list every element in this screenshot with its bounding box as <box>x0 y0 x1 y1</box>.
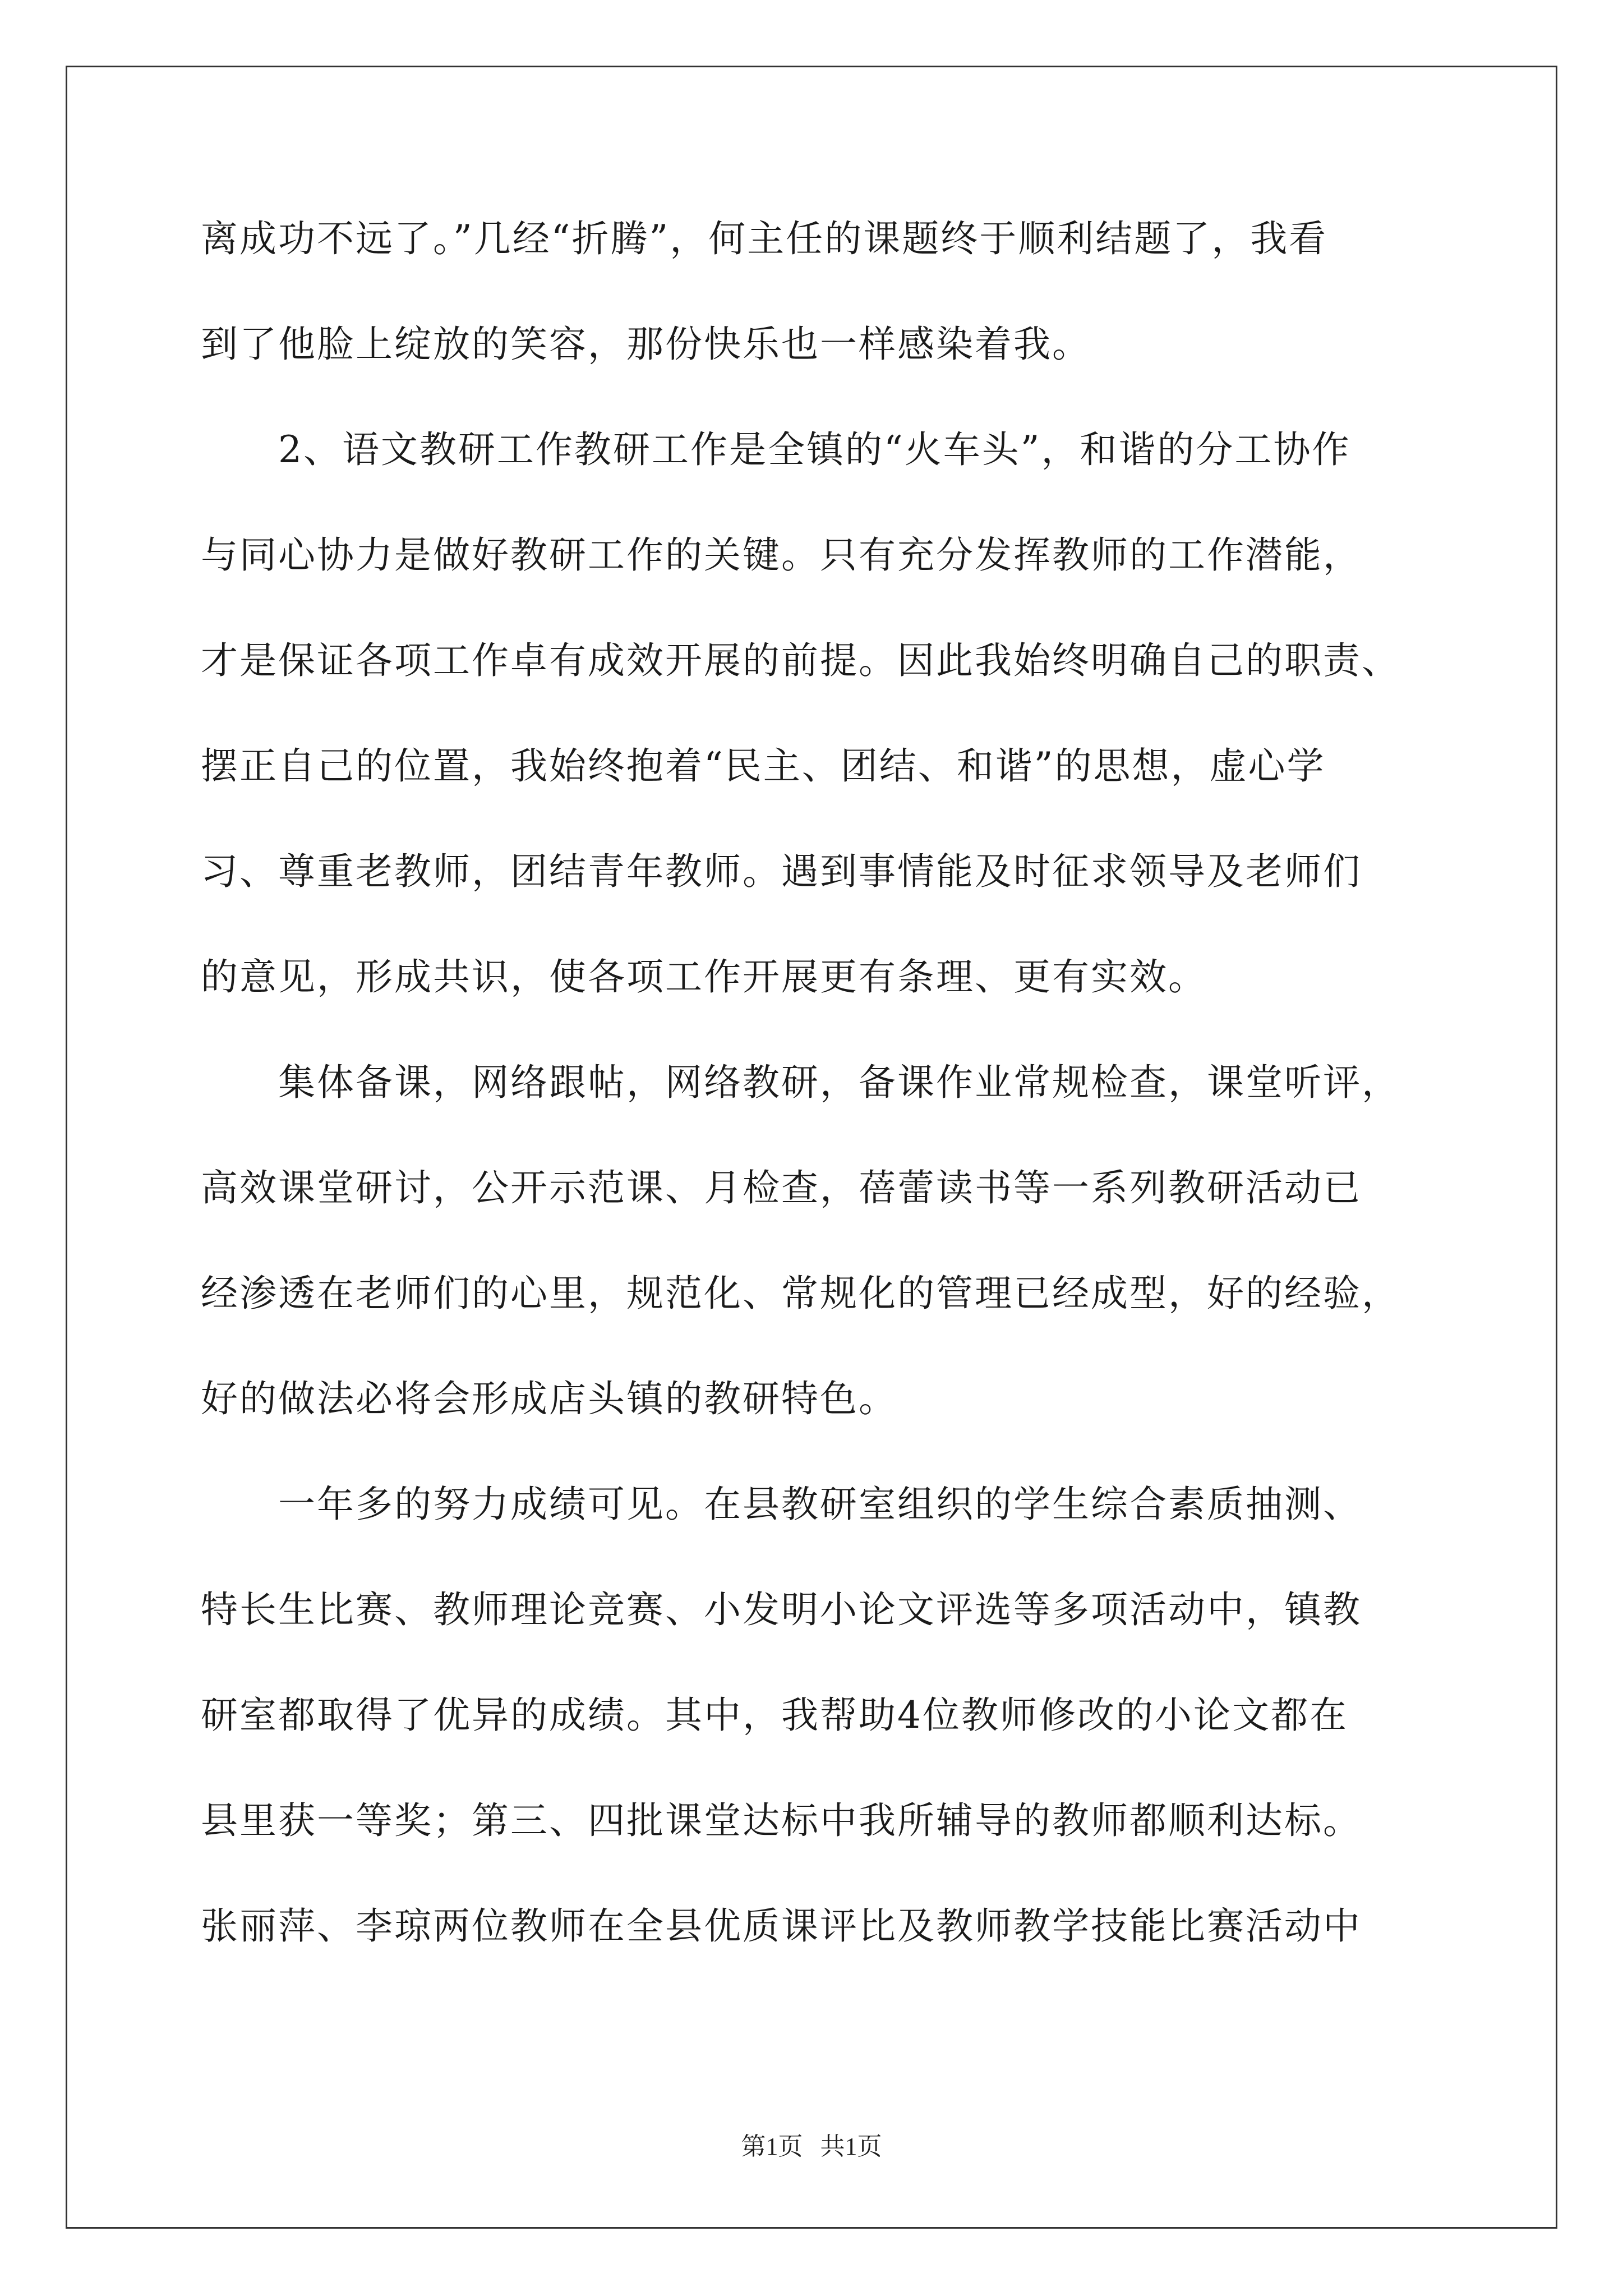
text-line: 摆正自己的位置，我始终抱着“民主、团结、和谐”的思想，虚心学 <box>201 744 1326 788</box>
page-number-total: 共1页 <box>820 2133 882 2160</box>
text-line: 才是保证各项工作卓有成效开展的前提。因此我始终明确自己的职责、 <box>201 639 1400 682</box>
text-line: 高效课堂研讨，公开示范课、月检查，蓓蕾读书等一系列教研活动已 <box>201 1166 1362 1209</box>
page-number-current: 第1页 <box>741 2133 803 2160</box>
document-body <box>201 219 1435 2012</box>
text-line: 县里获一等奖；第三、四批课堂达标中我所辅导的教师都顺利达标。 <box>201 1799 1362 1842</box>
text-line: 张丽萍、李琼两位教师在全县优质课评比及教师教学技能比赛活动中 <box>201 1904 1362 1948</box>
text-line: 特长生比赛、教师理论竞赛、小发明小论文评选等多项活动中，镇教 <box>201 1588 1362 1631</box>
text-line: 到了他脸上绽放的笑容，那份快乐也一样感染着我。 <box>201 323 1091 366</box>
text-line: 与同心协力是做好教研工作的关键。只有充分发挥教师的工作潜能， <box>201 533 1362 577</box>
text-line: 好的做法必将会形成店头镇的教研特色。 <box>201 1377 897 1420</box>
text-line: 离成功不远了。”几经“折腾”，何主任的课题终于顺利结题了，我看 <box>201 217 1328 260</box>
text-line: 习、尊重老教师，团结青年教师。遇到事情能及时征求领导及老师们 <box>201 850 1362 893</box>
text-line: 的意见，形成共识，使各项工作开展更有条理、更有实效。 <box>201 955 1207 999</box>
page-footer <box>0 2126 1623 2162</box>
text-line: 研室都取得了优异的成绩。其中，我帮助4位教师修改的小论文都在 <box>201 1694 1348 1737</box>
text-line: 集体备课，网络跟帖，网络教研，备课作业常规检查，课堂听评， <box>201 1061 1400 1104</box>
text-line: 一年多的努力成绩可见。在县教研室组织的学生综合素质抽测、 <box>201 1483 1362 1526</box>
text-line: 2、语文教研工作教研工作是全镇的“火车头”，和谐的分工协作 <box>201 428 1351 471</box>
text-line: 经渗透在老师们的心里，规范化、常规化的管理已经成型，好的经验， <box>201 1272 1400 1315</box>
